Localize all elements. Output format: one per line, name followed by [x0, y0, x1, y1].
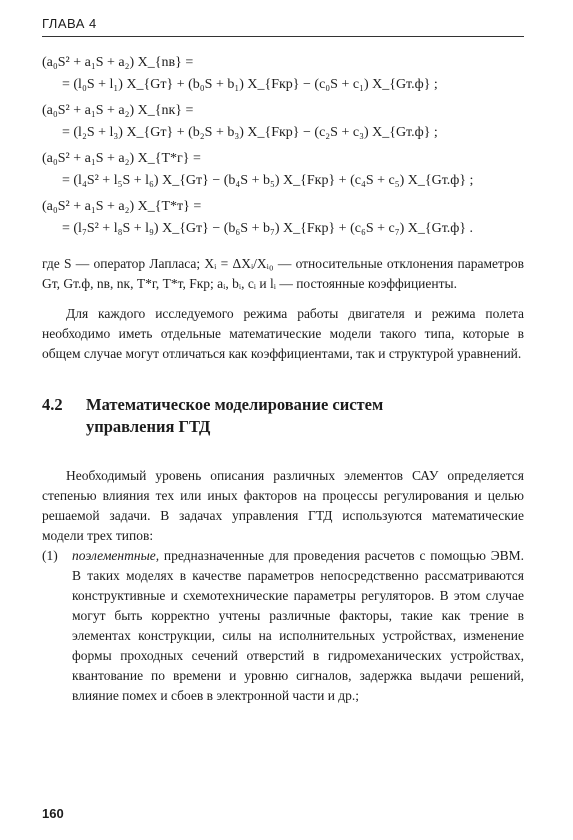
- equation-lhs: (a₀S² + a₁S + a₂) X_{T*т} =: [42, 199, 202, 214]
- list-item-text: предназначенные для проведения расчетов с помощью ЭВМ. В таких моделях в качестве параметров непосредственно рассматриваются конструктивные и схемотехнические параметры регуляторов. В этом случае могут быть корректно учтены различные факторы, такие как трение в элементах конструкции, силы на исполнительных устройствах, изменение формы проходных сечений отверстий в гидромеханических устройствах, квантование по времени и уровню сигналов, задержка выдачи решений, влияние помех и сбоев в электронной части и др.;: [72, 548, 524, 703]
- equation-3: [42, 148, 524, 192]
- equation-lhs: (a₀S² + a₁S + a₂) X_{nк} =: [42, 103, 194, 118]
- list-item: [42, 546, 524, 706]
- equation-4: [42, 196, 524, 240]
- equation-1: [42, 52, 524, 96]
- equation-lhs: (a₀S² + a₁S + a₂) X_{T*г} =: [42, 151, 201, 166]
- section-heading: [42, 394, 524, 438]
- list-item-body: [72, 546, 524, 706]
- section-title-line-1: Математическое моделирование систем: [86, 395, 384, 414]
- section-title-line-2: управления ГТД: [86, 417, 211, 436]
- equation-rhs: = (l₄S² + l₅S + l₆) X_{Gт} − (b₄S + b₅) X_{Fкр} + (c₄S + c₅) X_{Gт.ф} ;: [62, 173, 474, 188]
- paragraph-modes: Для каждого исследуемого режима работы двигателя и режима полета необходимо иметь отдельные математические модели такого типа, которые в общем случае могут отличаться как коэффициентами, так и структурой уравнений.: [42, 306, 524, 361]
- section-number: 4.2: [42, 395, 63, 414]
- equation-rhs: = (l₇S² + l₈S + l₉) X_{Gт} − (b₆S + b₇) X_{Fкр} + (c₆S + c₇) X_{Gт.ф} .: [62, 221, 474, 236]
- header-rule: [42, 36, 524, 37]
- paragraph-model-types: Необходимый уровень описания различных элементов САУ определяется степенью влияния тех или иных факторов на процессы регулирования и целью решаемой задачи. В задачах управления ГТД используются математические модели трех типов:: [42, 468, 524, 543]
- where-paragraph: где S — оператор Лапласа; Xᵢ = ΔXᵢ/Xᵢ₀ — относительные отклонения параметров Gт, Gт.ф, nв, nк, T*г, T*т, Fкр; aᵢ, bᵢ, cᵢ и lᵢ — постоянные коэффициенты.: [42, 256, 524, 291]
- list-marker: (1): [42, 548, 58, 563]
- running-head: ГЛАВА 4: [42, 16, 97, 31]
- equation-rhs: = (l₂S + l₃) X_{Gт} + (b₂S + b₃) X_{Fкр} − (c₂S + c₃) X_{Gт.ф} ;: [62, 125, 438, 140]
- equation-lhs: (a₀S² + a₁S + a₂) X_{nв} =: [42, 55, 194, 70]
- list-term: поэлементные,: [72, 548, 160, 563]
- page-number: 160: [42, 806, 64, 821]
- equation-2: [42, 100, 524, 144]
- section-title: [86, 394, 383, 438]
- page-content: [42, 52, 524, 706]
- equation-rhs: = (l₀S + l₁) X_{Gт} + (b₀S + b₁) X_{Fкр} − (c₀S + c₁) X_{Gт.ф} ;: [62, 77, 438, 92]
